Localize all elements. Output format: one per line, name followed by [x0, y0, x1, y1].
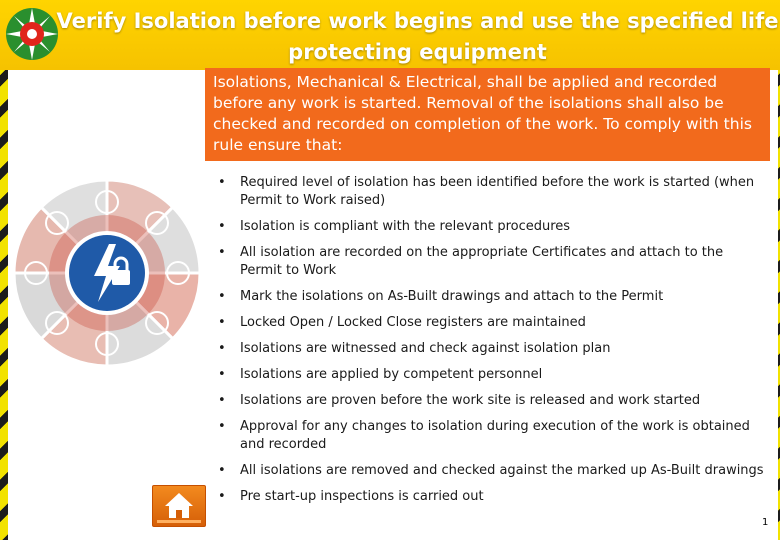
list-item-text: All isolation are recorded on the appropriate Certificates and attach to the Permit to Work	[240, 245, 724, 278]
slide-title: Verify Isolation before work begins and use the specified life protecting equipment	[56, 9, 779, 64]
list-item	[218, 340, 768, 358]
bullet-marker: •	[218, 489, 226, 504]
company-logo-icon	[4, 6, 60, 62]
bullet-marker: •	[218, 245, 226, 260]
page-number: 1	[762, 517, 769, 528]
home-button-bar	[157, 520, 201, 523]
list-item	[218, 244, 768, 280]
list-item-text: Locked Open / Locked Close registers are maintained	[240, 315, 586, 330]
bullet-marker: •	[218, 419, 226, 434]
list-item	[218, 462, 768, 480]
list-item-text: Isolation is compliant with the relevant procedures	[240, 219, 571, 234]
list-item-text: Isolations are applied by competent personnel	[240, 367, 543, 382]
bullet-marker: •	[218, 175, 226, 190]
bullet-marker: •	[218, 463, 226, 478]
list-item	[218, 218, 768, 236]
list-item-text: Isolations are proven before the work site is released and work started	[240, 393, 701, 408]
list-item	[218, 392, 768, 410]
bullet-marker: •	[218, 393, 226, 408]
list-item	[218, 366, 768, 384]
bullet-marker: •	[218, 289, 226, 304]
list-item-text: Required level of isolation has been identified before the work is started (when Permit to Work raised)	[240, 175, 755, 208]
home-button[interactable]	[152, 485, 206, 527]
list-item-text: Mark the isolations on As-Built drawings and attach to the Permit	[240, 289, 664, 304]
list-item	[218, 488, 768, 506]
list-item-text: All isolations are removed and checked against the marked up As-Built drawings	[240, 463, 764, 478]
bullet-marker: •	[218, 315, 226, 330]
intro-callout: Isolations, Mechanical & Electrical, shall be applied and recorded before any work is started. Removal of the isolations shall also be checked and recorded on completion of the work. To comply with this rule ensure that:	[205, 68, 770, 161]
requirements-list	[218, 174, 768, 514]
list-item-text: Approval for any changes to isolation during execution of the work is obtained and recorded	[240, 419, 750, 452]
list-item	[218, 314, 768, 332]
header-bar	[0, 0, 780, 70]
list-item-text: Pre start-up inspections is carried out	[240, 489, 484, 504]
bullet-marker: •	[218, 341, 226, 356]
bullet-marker: •	[218, 367, 226, 382]
life-saving-rules-wheel-icon	[12, 178, 202, 368]
list-item	[218, 288, 768, 306]
bullet-marker: •	[218, 219, 226, 234]
list-item	[218, 174, 768, 210]
list-item	[218, 418, 768, 454]
list-item-text: Isolations are witnessed and check against isolation plan	[240, 341, 611, 356]
